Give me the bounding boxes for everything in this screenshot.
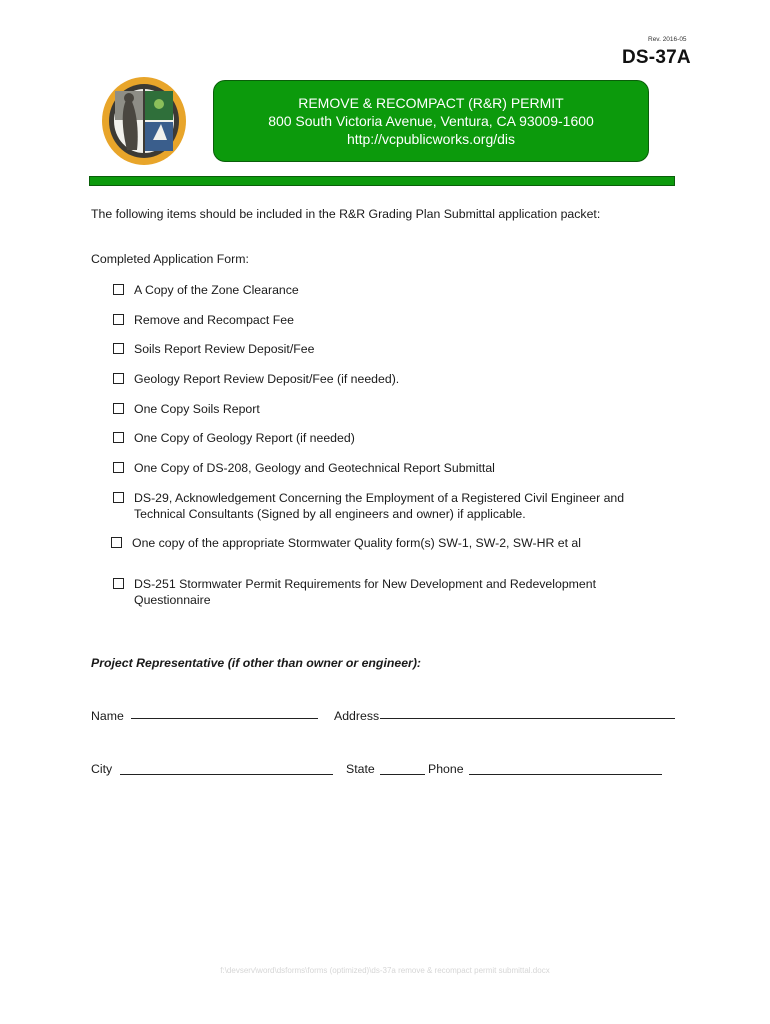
- website-link[interactable]: http://vcpublicworks.org/dis: [346, 131, 516, 147]
- checkbox[interactable]: [113, 343, 124, 354]
- representative-heading: Project Representative (if other than owner or engineer):: [91, 656, 422, 670]
- checkbox[interactable]: [113, 462, 124, 473]
- checklist-item[interactable]: [113, 341, 654, 357]
- checklist-item-label: One Copy Soils Report: [134, 402, 260, 416]
- checklist-item[interactable]: [113, 490, 654, 522]
- city-label: City: [91, 762, 113, 776]
- checkbox[interactable]: [113, 578, 124, 589]
- checklist-item-label: DS-251 Stormwater Permit Requirements for New Development and Redevelopment Questionnaire: [134, 577, 597, 607]
- checklist-item-label: One Copy of DS-208, Geology and Geotechnical Report Submittal: [134, 461, 495, 475]
- city-field[interactable]: [120, 774, 333, 775]
- checklist-item[interactable]: [111, 535, 652, 551]
- checkbox[interactable]: [113, 432, 124, 443]
- checklist-item[interactable]: [113, 282, 654, 298]
- name-field[interactable]: [131, 718, 318, 719]
- checkbox[interactable]: [113, 373, 124, 384]
- checklist-item[interactable]: [113, 576, 654, 608]
- checklist-item-label: A Copy of the Zone Clearance: [134, 283, 299, 297]
- office-address: 800 South Victoria Avenue, Ventura, CA 93009-1600: [268, 113, 594, 129]
- checkbox[interactable]: [113, 492, 124, 503]
- checklist-item-label: DS-29, Acknowledgement Concerning the Employment of a Registered Civil Engineer and Technical Consultants (Signed by all engineers and owner) if applicable.: [134, 491, 625, 521]
- checklist-item-label: Geology Report Review Deposit/Fee (if needed).: [134, 372, 400, 386]
- form-number: DS-37A: [622, 47, 691, 68]
- checklist-item-label: One Copy of Geology Report (if needed): [134, 431, 355, 445]
- checklist-item[interactable]: [113, 460, 654, 476]
- intro-text: The following items should be included in the R&R Grading Plan Submittal application packet:: [91, 207, 601, 221]
- revision-label: Rev. 2016-05: [648, 36, 687, 43]
- state-label: State: [346, 762, 375, 776]
- checkbox[interactable]: [113, 314, 124, 325]
- county-seal-logo: [101, 76, 187, 166]
- permit-title-banner: [213, 80, 649, 162]
- checkbox[interactable]: [111, 537, 122, 548]
- file-path-footer: f:\devserv\word\dsforms\forms (optimized)\ds-37a remove & recompact permit submittal.docx: [220, 966, 550, 975]
- permit-title: REMOVE & RECOMPACT (R&R) PERMIT: [298, 95, 564, 111]
- section-label: Completed Application Form:: [91, 252, 249, 266]
- address-label: Address: [334, 709, 380, 723]
- divider-stripe: [89, 176, 675, 186]
- state-field[interactable]: [380, 774, 425, 775]
- phone-field[interactable]: [469, 774, 662, 775]
- checklist-item-label: Soils Report Review Deposit/Fee: [134, 342, 315, 356]
- checklist-item[interactable]: [113, 430, 654, 446]
- checklist-item[interactable]: [113, 371, 654, 387]
- checklist-item-label: One copy of the appropriate Stormwater Quality form(s) SW-1, SW-2, SW-HR et al: [132, 536, 581, 550]
- checklist-item[interactable]: [113, 401, 654, 417]
- name-label: Name: [91, 709, 124, 723]
- checkbox[interactable]: [113, 403, 124, 414]
- checklist-item[interactable]: [113, 312, 654, 328]
- checklist-item-label: Remove and Recompact Fee: [134, 313, 294, 327]
- address-field[interactable]: [380, 718, 675, 719]
- checkbox[interactable]: [113, 284, 124, 295]
- phone-label: Phone: [428, 762, 464, 776]
